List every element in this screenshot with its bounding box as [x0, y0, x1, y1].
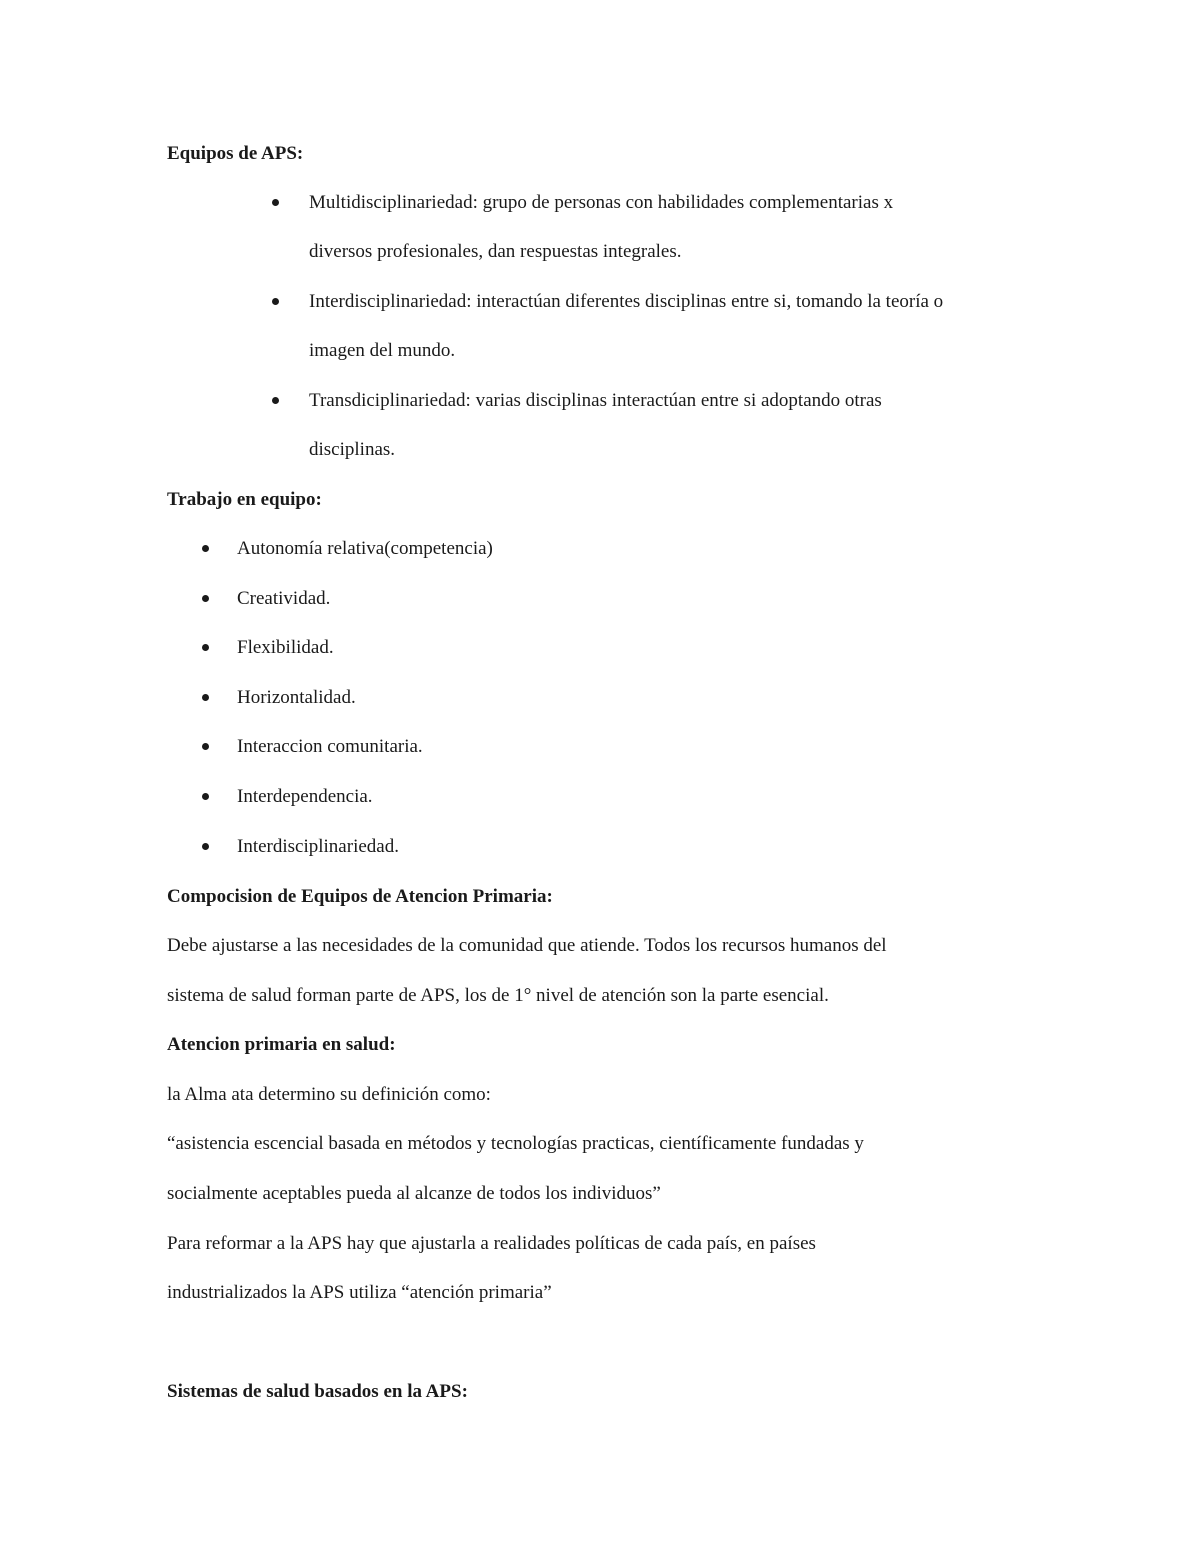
bullet-icon	[272, 397, 279, 404]
bullet-icon	[272, 298, 279, 305]
paragraph-atencion-line3: socialmente aceptables pueda al alcanze de todos los individuos”	[167, 1183, 661, 1204]
paragraph-atencion-line5: industrializados la APS utiliza “atención primaria”	[167, 1282, 552, 1303]
heading-equipos-aps: Equipos de APS:	[167, 143, 304, 164]
list-item: Autonomía relativa(competencia)	[237, 538, 493, 559]
paragraph-atencion-line4: Para reformar a la APS hay que ajustarla a realidades políticas de cada país, en países	[167, 1233, 816, 1254]
paragraph-composicion-line1: Debe ajustarse a las necesidades de la comunidad que atiende. Todos los recursos humanos del	[167, 935, 887, 956]
bullet-icon	[202, 793, 209, 800]
list-item: Interaccion comunitaria.	[237, 736, 423, 757]
list-item: Interdependencia.	[237, 786, 373, 807]
bullet-icon	[202, 843, 209, 850]
heading-composicion-equipos: Compocision de Equipos de Atencion Primaria:	[167, 886, 553, 907]
list-item-transdiciplinariedad-line2: disciplinas.	[309, 439, 396, 460]
paragraph-composicion-line2: sistema de salud forman parte de APS, los de 1° nivel de atención son la parte esencial.	[167, 985, 829, 1006]
bullet-icon	[202, 545, 209, 552]
list-item-transdiciplinariedad-line1: Transdiciplinariedad: varias disciplinas interactúan entre si adoptando otras	[309, 390, 882, 411]
heading-sistemas-salud: Sistemas de salud basados en la APS:	[167, 1381, 468, 1402]
heading-trabajo-en-equipo: Trabajo en equipo:	[167, 489, 322, 510]
list-item-multidisciplinariedad-line1: Multidisciplinariedad: grupo de personas con habilidades complementarias x	[309, 192, 894, 213]
list-item-multidisciplinariedad-line2: diversos profesionales, dan respuestas integrales.	[309, 241, 682, 262]
bullet-icon	[272, 199, 279, 206]
heading-atencion-primaria: Atencion primaria en salud:	[167, 1034, 396, 1055]
paragraph-atencion-line1: la Alma ata determino su definición como:	[167, 1084, 491, 1105]
list-item: Interdisciplinariedad.	[237, 836, 399, 857]
list-item: Flexibilidad.	[237, 637, 334, 658]
list-item-interdisciplinariedad-line2: imagen del mundo.	[309, 340, 456, 361]
list-item: Creatividad.	[237, 588, 331, 609]
bullet-icon	[202, 694, 209, 701]
list-item: Horizontalidad.	[237, 687, 356, 708]
bullet-icon	[202, 743, 209, 750]
list-item-interdisciplinariedad-line1: Interdisciplinariedad: interactúan diferentes disciplinas entre si, tomando la teoría o	[309, 291, 944, 312]
bullet-icon	[202, 644, 209, 651]
bullet-icon	[202, 595, 209, 602]
paragraph-atencion-line2: “asistencia escencial basada en métodos y tecnologías practicas, científicamente fundadas y	[167, 1133, 864, 1154]
